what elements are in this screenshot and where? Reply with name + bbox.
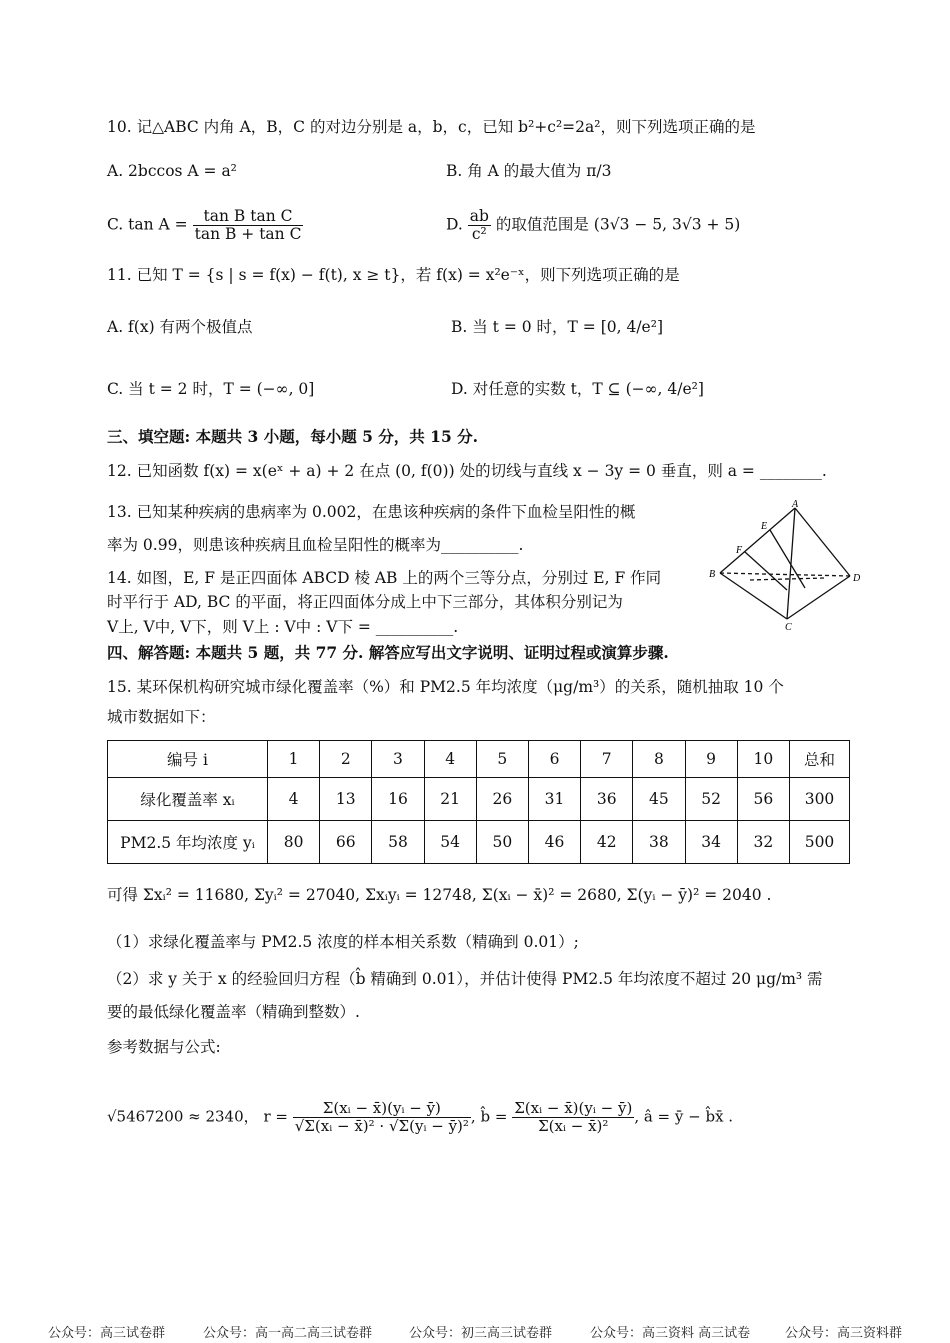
table-cell: PM2.5 年均浓度 yᵢ <box>108 821 268 864</box>
q13-line-1: 13. 已知某种疾病的患病率为 0.002，在患该种疾病的条件下血检呈阳性的概 <box>107 503 636 521</box>
table-cell: 500 <box>790 821 850 864</box>
table-cell: 52 <box>685 778 737 821</box>
table-cell: 绿化覆盖率 xᵢ <box>108 778 268 821</box>
table-cell: 10 <box>737 741 789 778</box>
table-cell: 50 <box>476 821 528 864</box>
a-equation: , â = ȳ − b̂x̄ . <box>634 1107 734 1126</box>
q11-option-a: A. f(x) 有两个极值点 <box>107 318 253 336</box>
table-cell: 34 <box>685 821 737 864</box>
label-f: F <box>736 545 743 556</box>
q14-line-1: 14. 如图，E, F 是正四面体 ABCD 棱 AB 上的两个三等分点，分别过 E, F 作同 <box>107 569 662 587</box>
b-fraction <box>512 1100 634 1135</box>
label-c: C <box>785 622 792 633</box>
table-cell: 2 <box>320 741 372 778</box>
table-row-y <box>108 821 850 864</box>
table-cell: 6 <box>528 741 580 778</box>
table-header-row <box>108 741 850 778</box>
table-cell: 13 <box>320 778 372 821</box>
footer-text-3: 公众号：初三高三试卷群 <box>409 1326 553 1341</box>
label-e: E <box>761 521 768 532</box>
data-table <box>107 740 850 864</box>
q10-option-a: A. 2bccos A = a² <box>107 162 237 180</box>
edge-bd-hidden <box>720 573 850 576</box>
q10-option-d-suffix: 的取值范围是 (3√3 − 5, 3√3 + 5) <box>495 215 741 234</box>
table-cell: 4 <box>424 741 476 778</box>
footer-text-4: 公众号：高三资料 高三试卷 <box>590 1326 751 1341</box>
table-cell: 4 <box>268 778 320 821</box>
table-cell: 42 <box>581 821 633 864</box>
table-cell: 7 <box>581 741 633 778</box>
q10-option-d-prefix: D. <box>446 215 463 234</box>
part-2-line-2: 要的最低绿化覆盖率（精确到整数）. <box>107 1003 360 1021</box>
table-cell: 45 <box>633 778 685 821</box>
q11-option-d: D. 对任意的实数 t，T ⊆ (−∞, 4/e²] <box>451 380 704 398</box>
table-cell: 46 <box>528 821 580 864</box>
table-cell: 16 <box>372 778 424 821</box>
q14-line-3: V上, V中, V下，则 V上 : V中 : V下 = __________. <box>107 618 459 636</box>
b-denominator: Σ(xᵢ − x̄)² <box>538 1117 609 1135</box>
section-3-heading: 三、填空题: 本题共 3 小题，每小题 5 分，共 15 分. <box>107 427 479 446</box>
table-cell: 300 <box>790 778 850 821</box>
table-cell: 1 <box>268 741 320 778</box>
part-2-line-1: （2）求 y 关于 x 的经验回归方程（b̂ 精确到 0.01），并估计使得 PM2.5 年均浓度不超过 20 μg/m³ 需 <box>107 970 823 988</box>
table-cell: 5 <box>476 741 528 778</box>
footer-text-2: 公众号：高一高二高三试卷群 <box>203 1326 373 1341</box>
edge-ad <box>795 508 850 576</box>
tetrahedron-figure <box>705 498 870 633</box>
table-cell: 3 <box>372 741 424 778</box>
table-cell: 8 <box>633 741 685 778</box>
formula-line <box>107 1100 733 1135</box>
q15-line-2: 城市数据如下： <box>107 708 216 726</box>
table-cell: 21 <box>424 778 476 821</box>
section-line-hidden <box>750 578 825 580</box>
b-numerator: Σ(xᵢ − x̄)(yᵢ − ȳ) <box>514 1099 633 1117</box>
table-cell: 编号 i <box>108 741 268 778</box>
q12-text: 12. 已知函数 f(x) = x(eˣ + a) + 2 在点 (0, f(0)) 处的切线与直线 x − 3y = 0 垂直，则 a = ________. <box>107 462 827 480</box>
q10-option-c-denominator: tan B + tan C <box>194 225 302 243</box>
table-row-x <box>108 778 850 821</box>
table-cell: 66 <box>320 821 372 864</box>
q10-option-d-numerator: ab <box>469 207 489 225</box>
r-denominator: √Σ(xᵢ − x̄)² · √Σ(yᵢ − ȳ)² <box>294 1117 469 1135</box>
q10-option-d-fraction <box>468 208 491 243</box>
table-cell: 总和 <box>790 741 850 778</box>
table-cell: 26 <box>476 778 528 821</box>
table-cell: 9 <box>685 741 737 778</box>
table-cell: 80 <box>268 821 320 864</box>
table-cell: 31 <box>528 778 580 821</box>
r-fraction <box>293 1100 471 1135</box>
r-label: r = <box>263 1107 288 1126</box>
label-a: A <box>792 499 799 510</box>
q11-option-c: C. 当 t = 2 时，T = (−∞, 0] <box>107 380 315 398</box>
table-cell: 56 <box>737 778 789 821</box>
sums-line: 可得 Σxᵢ² = 11680, Σyᵢ² = 27040, Σxᵢyᵢ = 12748, Σ(xᵢ − x̄)² = 2680, Σ(yᵢ − ȳ)² = 2040 . <box>107 886 772 904</box>
q15-line-1: 15. 某环保机构研究城市绿化覆盖率（%）和 PM2.5 年均浓度（μg/m³）的关系，随机抽取 10 个 <box>107 678 784 696</box>
q10-option-c-numerator: tan B tan C <box>193 208 304 226</box>
q10-option-c <box>107 208 303 243</box>
reference-title: 参考数据与公式: <box>107 1038 221 1056</box>
sqrt-value: √5467200 ≈ 2340， <box>107 1107 259 1126</box>
table-cell: 32 <box>737 821 789 864</box>
q10-stem: 10. 记△ABC 内角 A，B，C 的对边分别是 a，b，c，已知 b²+c²=2a²，则下列选项正确的是 <box>107 118 756 136</box>
label-b: B <box>709 569 716 580</box>
r-numerator: Σ(xᵢ − x̄)(yᵢ − ȳ) <box>293 1100 471 1118</box>
q14-line-2: 时平行于 AD, BC 的平面，将正四面体分成上中下三部分，其体积分别记为 <box>107 593 623 611</box>
footer-text-5: 公众号：高三资料群 <box>785 1326 903 1341</box>
edge-ac <box>787 508 795 619</box>
edge-cd <box>787 576 850 619</box>
table-cell: 38 <box>633 821 685 864</box>
table-cell: 58 <box>372 821 424 864</box>
footer-text-1: 公众号：高三试卷群 <box>48 1326 166 1341</box>
section-4-heading: 四、解答题: 本题共 5 题，共 77 分. 解答应写出文字说明、证明过程或演算步骤. <box>107 643 669 662</box>
b-label: , b̂ = <box>470 1107 508 1126</box>
q11-stem: 11. 已知 T = {s | s = f(x) − f(t), x ≥ t}，若 f(x) = x²e⁻ˣ，则下列选项正确的是 <box>107 266 680 284</box>
q13-line-2: 率为 0.99，则患该种疾病且血检呈阳性的概率为__________. <box>107 536 524 554</box>
q10-option-c-prefix: C. tan A = <box>107 215 188 234</box>
table-cell: 36 <box>581 778 633 821</box>
q10-option-c-fraction <box>193 208 304 243</box>
q10-option-b: B. 角 A 的最大值为 π/3 <box>446 162 612 180</box>
label-d: D <box>853 573 861 584</box>
part-1: （1）求绿化覆盖率与 PM2.5 浓度的样本相关系数（精确到 0.01）; <box>107 933 579 951</box>
q10-option-d <box>446 208 740 243</box>
table-cell: 54 <box>424 821 476 864</box>
section-line-f <box>745 552 787 590</box>
q11-option-b: B. 当 t = 0 时，T = [0, 4/e²] <box>451 318 663 336</box>
q10-option-d-denominator: c² <box>471 225 487 243</box>
